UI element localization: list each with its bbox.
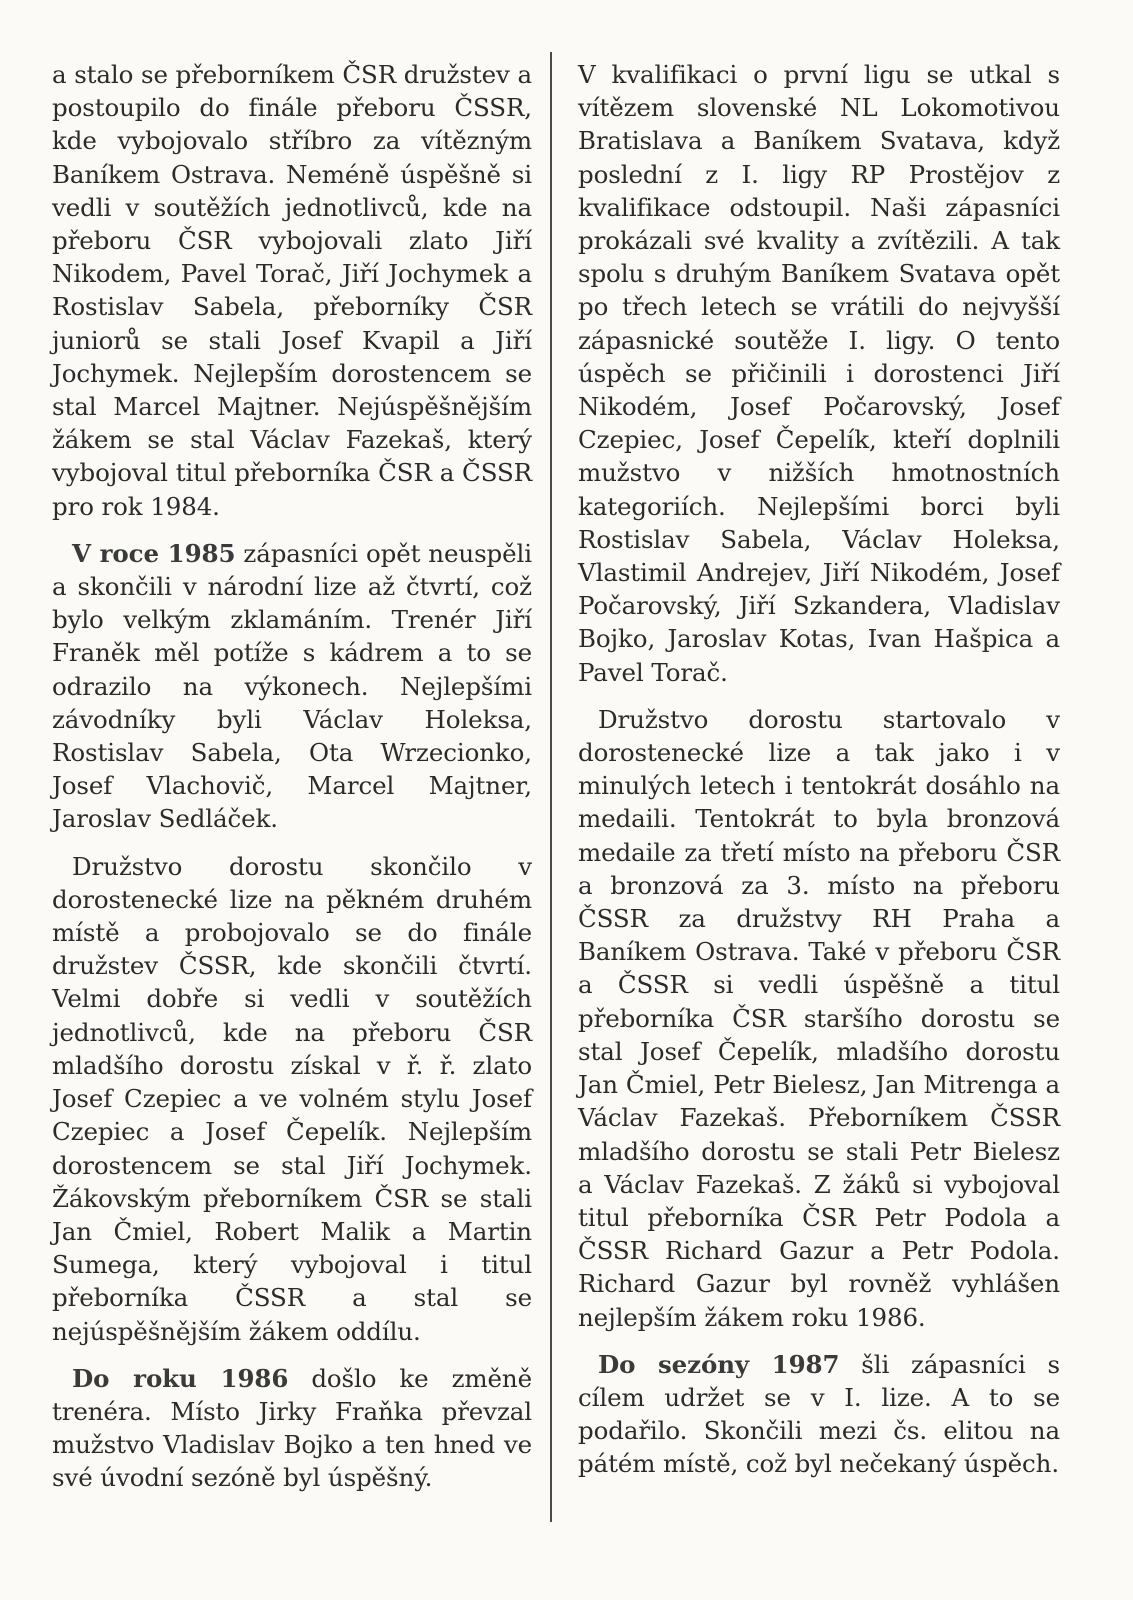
paragraph-1986-text: došlo ke změně trenéra. Místo Jirky Fraňka převzal mužstvo Vladislav Bojko a ten hned ve své úvodní sezóně byl úspěšný.: [52, 1363, 532, 1493]
paragraph-youth-team: Družstvo dorostu skončilo v dorostenecké lize na pěkném druhém místě a probojovalo se do finále družstev ČSSR, kde skončili čtvrtí. Velmi dobře si vedli v soutěžích jednotlivců, kde na přeboru ČSR mladšího dorostu získal v ř. ř. zlato Josef Czepiec a ve volném stylu Josef Czepiec a Josef Čepelík. Nejlepším dorostencem se stal Jiří Jochymek. Žákovským přeborníkem ČSR se stali Jan Čmiel, Robert Malik a Martin Sumega, který vybojoval i titul přeborníka ČSSR a stal se nejúspěšnějším žákem oddílu.: [52, 851, 532, 1346]
paragraph-youth-1986: Družstvo dorostu startovalo v dorostenecké lize a tak jako i v minulých letech i tentokrát dosáhlo na medaili. Tentokrát to byla bronzová medaile za třetí místo na přeboru ČSR a bronzová za 3. místo na přeboru ČSSR za družstvy RH Praha a Baníkem Ostrava. Také v přeboru ČSR a ČSSR si vedli úspěšně a titul přeborníka ČSR staršího dorostu se stal Josef Čepelík, mladšího dorostu Jan Čmiel, Petr Bielesz, Jan Mitrenga a Václav Fazekaš. Přeborníkem ČSSR mladšího dorostu se stali Petr Bielesz a Václav Fazekaš. Z žáků si vybojoval titul přeborníka ČSR Petr Podola a ČSSR Richard Gazur a Petr Podola. Richard Gazur byl rovněž vyhlášen nejlepším žákem roku 1986.: [578, 704, 1060, 1332]
paragraph-1986: [52, 1362, 532, 1495]
paragraph-1987: [578, 1348, 1060, 1481]
lead-season-1987: Do sezóny 1987: [598, 1349, 840, 1379]
paragraph-1987-text: šli zápasníci s cílem udržet se v I. lize. A to se podařilo. Skončili mezi čs. elitou na pátém místě, což byl nečekaný úspěch.: [578, 1349, 1060, 1479]
paragraph-qualification: V kvalifikaci o první ligu se utkal s vítězem slovenské NL Lokomotivou Bratislava a Baníkem Svatava, když poslední z I. ligy RP Prostějov z kvalifikace odstoupil. Naši zápasníci prokázali své kvality a zvítězili. A tak spolu s druhým Baníkem Svatava opět po třech letech se vrátili do nejvyšší zápasnické soutěže I. ligy. O tento úspěch se přičinili i dorostenci Jiří Nikodém, Josef Počarovský, Josef Czepiec, Josef Čepelík, kteří doplnili mužstvo v nižších hmotnostních kategoriích. Nejlepšími borci byli Rostislav Sabela, Václav Holeksa, Vlastimil Andrejev, Jiří Nikodém, Josef Počarovský, Jiří Szkandera, Vladislav Bojko, Jaroslav Kotas, Ivan Hašpica a Pavel Torač.: [578, 60, 1060, 687]
left-column: [52, 58, 532, 1509]
lead-year-1985: V roce 1985: [72, 538, 236, 568]
right-column: [578, 58, 1060, 1495]
paragraph-1984-results: a stalo se přeborníkem ČSR družstev a postoupilo do finále přeboru ČSSR, kde vybojovalo stříbro za vítězným Baníkem Ostrava. Neméně úspěšně si vedli v soutěžích jednotlivců, kde na přeboru ČSR vybojovali zlato Jiří Nikodem, Pavel Torač, Jiří Jochymek a Rostislav Sabela, přeborníky ČSR juniorů se stali Josef Kvapil a Jiří Jochymek. Nejlepším dorostencem se stal Marcel Majtner. Nejúspěšnějším žákem se stal Václav Fazekaš, který vybojoval titul přeborníka ČSR a ČSSR pro rok 1984.: [52, 60, 532, 521]
lead-year-1986: Do roku 1986: [72, 1363, 289, 1393]
column-divider: [550, 52, 552, 1522]
paragraph-1985-text: zápasníci opět neuspěli a skončili v národní lize až čtvrtí, což bylo velkým zklamáním. Trenér Jiří Franěk měl potíže s kádrem a to se odrazilo na výkonech. Nejlepšími závodníky byli Václav Holeksa, Rostislav Sabela, Ota Wrzecionko, Josef Vlachovič, Marcel Majtner, Jaroslav Sedláček.: [52, 538, 532, 834]
paragraph-1985: [52, 537, 532, 836]
